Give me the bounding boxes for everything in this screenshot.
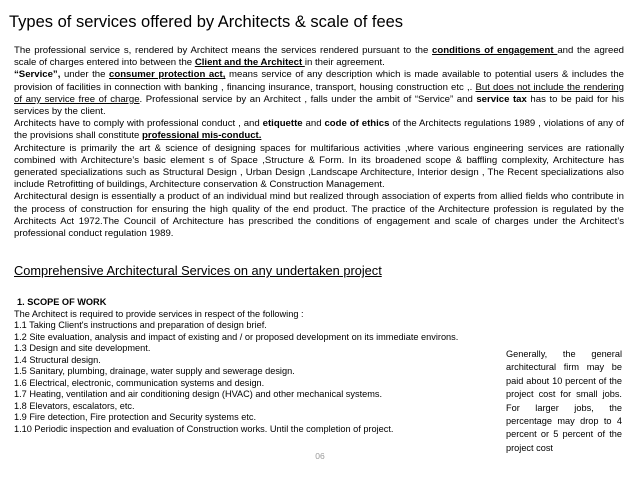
intro-paragraph-2: [14, 69, 624, 118]
scope-item: 1.1 Taking Client's instructions and preparation of design brief.: [14, 320, 267, 330]
scope-heading: 1. SCOPE OF WORK: [17, 297, 107, 307]
intro-paragraph-3: [14, 118, 624, 142]
professional-misconduct-term: professional mis-conduct.: [141, 130, 262, 142]
text-run: in their agreement.: [304, 57, 385, 69]
text-run: means service of any description which is made available to potential users & includes the provision of facilities in connection with banking , financing insurance, transport, housing construction etc ,.: [14, 69, 624, 93]
text-run: The professional service s, rendered by Architect means the services rendered pursuant to the: [14, 45, 433, 56]
scope-item: 1.10 Periodic inspection and evaluation of Construction works. Until the completion of project.: [14, 423, 394, 434]
consumer-protection-act-term: consumer protection act,: [109, 69, 226, 81]
text-run: . Professional service by an Architect , falls under the ambit of “Service” and: [139, 93, 477, 105]
etiquette-term: etiquette: [262, 118, 303, 130]
text-run: under the: [60, 69, 109, 81]
section-subheading: Comprehensive Architectural Services on any undertaken project: [14, 263, 382, 278]
service-term: “Service”,: [14, 69, 61, 81]
scope-item: 1.2 Site evaluation, analysis and impact of existing and / or proposed development on its immediate environs.: [14, 331, 459, 342]
free-of-charge-clause: But does not include the rendering of any service free of charge: [14, 81, 624, 105]
scope-of-work: [14, 297, 504, 435]
client-architect-term: Client and the Architect: [194, 57, 305, 69]
intro-text: [14, 45, 624, 240]
intro-paragraph-4: Architecture is primarily the art & science of designing spaces for multifarious activities ,where various engineering services are rationally combined with Architecture’s basic element s of Space ,Structure & Form. In its broadened scope & baffling complexity, Architecture has generated specializations such as Structural Design , Urban Design ,Landscape Architecture, Interior design , The Recent specializations also include Retrofitting of buildings, Architecture conservation & Construction Management.: [14, 142, 624, 191]
page-number: 06: [315, 451, 325, 461]
slide-title: Types of services offered by Architects & scale of fees: [9, 13, 404, 31]
scope-item: 1.3 Design and site development.: [14, 343, 151, 353]
intro-paragraph-5: Architectural design is essentially a product of an individual mind but realized through association of experts from allied fields who contribute in the process of construction for ensuring the high quality of the end product. The practice of the Architecture profession is regulated by the Architects Act 1972.The Council of Architecture has prescribed the conditions of engagement and scale of charges under the Architect’s professional conduct regulation 1989.: [14, 191, 624, 240]
scope-item: 1.5 Sanitary, plumbing, drainage, water supply and sewerage design.: [14, 366, 295, 376]
intro-paragraph-1: [14, 45, 624, 69]
scope-item: 1.7 Heating, ventilation and air conditioning design (HVAC) and other mechanical systems.: [14, 389, 383, 399]
service-tax-term: service tax: [476, 93, 527, 105]
text-run: of the Architects regulations 1989 , violations of any of the provisions shall constitute: [14, 118, 624, 142]
text-run: Architects have to comply with professional conduct , and: [14, 118, 263, 130]
fee-side-note: Generally, the general architectural firm may be paid about 10 percent of the project cost for small jobs. For larger jobs, the percentage may drop to 4 percent or 5 percent of the project cost: [506, 349, 622, 453]
text-run: has to be paid for his services by the client.: [14, 93, 624, 118]
scope-item: 1.4 Structural design.: [14, 354, 101, 365]
scope-lead: The Architect is required to provide services in respect of the following :: [14, 308, 304, 319]
code-of-ethics-term: code of ethics: [324, 118, 390, 130]
conditions-of-engagement-term: conditions of engagement: [432, 45, 558, 56]
text-run: and the agreed scale of charges entered into between the: [14, 45, 624, 69]
text-run: and: [302, 118, 325, 130]
scope-item: 1.8 Elevators, escalators, etc.: [14, 400, 135, 411]
scope-item: 1.6 Electrical, electronic, communication systems and design.: [14, 377, 265, 388]
scope-item: 1.9 Fire detection, Fire protection and Security systems etc.: [14, 412, 257, 422]
